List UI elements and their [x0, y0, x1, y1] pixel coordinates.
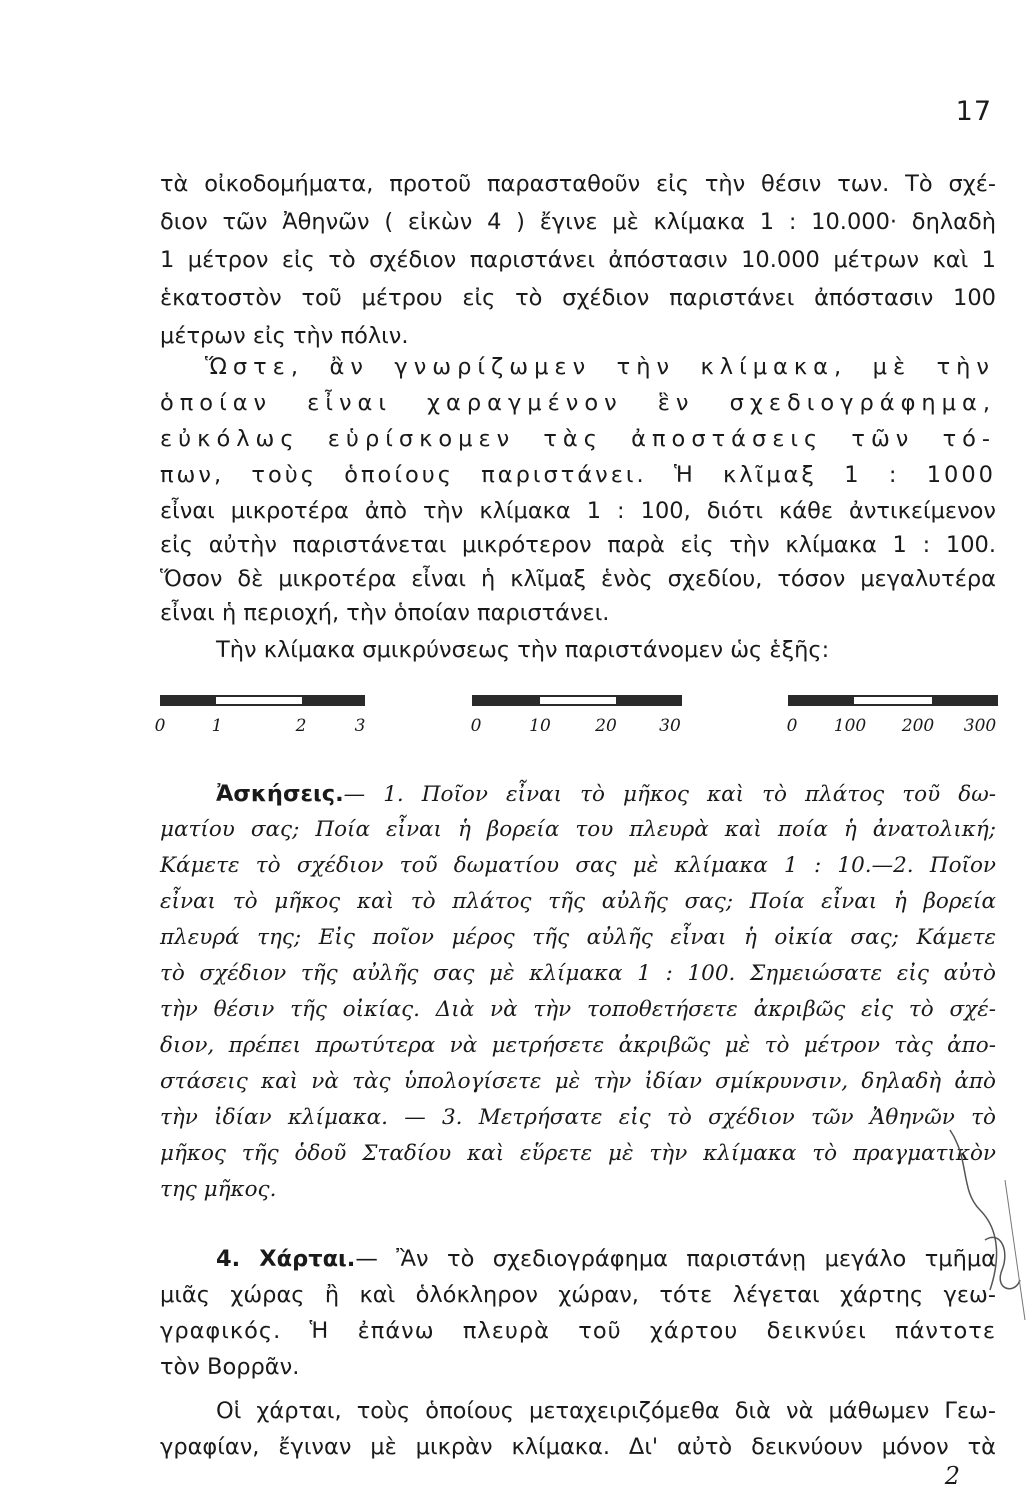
scale-tick-label: 100	[833, 716, 867, 736]
paragraph-1-line: ἑκατοστὸν τοῦ μέτρου εἰς τὸ σχέδιον παριστάνει ἀπόστασιν 100	[160, 285, 996, 311]
scale-bar-tens	[470, 694, 682, 736]
exercises-first-line	[216, 775, 996, 814]
section-4-line: τὸν Βορρᾶν.	[160, 1354, 300, 1380]
paragraph-2-line: εἶναι μικροτέρα ἀπὸ τὴν κλίμακα 1 : 100, διότι κάθε ἀντικείμενον	[160, 498, 996, 524]
scale-segment-filled	[472, 695, 540, 706]
exercise-line: στάσεις καὶ νὰ τὰς ὑπολογίσετε μὲ τὴν ἰδίαν σμίκρυνσιν, δηλαδὴ ἀπὸ	[160, 1069, 996, 1094]
exercise-text: — 1. Ποῖον εἶναι τὸ μῆκος καὶ τὸ πλάτος τοῦ δω-	[343, 782, 996, 807]
scale-tick-label: 30	[659, 716, 681, 736]
exercise-line: μῆκος τῆς ὁδοῦ Σταδίου καὶ εὕρετε μὲ τὴν κλίμακα τὸ πραγματικὸν	[160, 1141, 996, 1166]
scale-segment-filled	[932, 695, 998, 706]
scale-segment-open	[216, 695, 302, 706]
section-4-first-line	[216, 1240, 996, 1278]
paragraph-1-line: διον τῶν Ἀθηνῶν ( εἰκὼν 4 ) ἔγινε μὲ κλίμακα 1 : 10.000· δηλαδὴ	[160, 209, 996, 235]
scale-segment-filled	[160, 695, 216, 706]
exercise-line: τὸ σχέδιον τῆς αὐλῆς σας μὲ κλίμακα 1 : 100. Σημειώσατε εἰς αὐτὸ	[160, 961, 996, 986]
paragraph-2-line: Ὥστε, ἂν γνωρίζωμεν τὴν κλίμακα, μὲ τὴν	[205, 354, 995, 380]
exercise-line: τὴν ἰδίαν κλίμακα. — 3. Μετρήσατε εἰς τὸ σχέδιον τῶν Ἀθηνῶν τὸ	[160, 1105, 996, 1130]
paragraph-2-line: εἶναι ἡ περιοχή, τὴν ὁποίαν παριστάνει.	[160, 600, 610, 626]
scale-segment-filled	[616, 695, 682, 706]
scale-tick-label: 1	[211, 716, 223, 736]
scale-tick-label: 300	[963, 716, 997, 736]
scale-tick-label: 3	[354, 716, 366, 736]
paragraph-1-line: 1 μέτρον εἰς τὸ σχέδιον παριστάνει ἀπόστασιν 10.000 μέτρων καὶ 1	[160, 247, 996, 273]
paragraph-2-line: εἰς αὐτὴν παριστάνεται μικρότερον παρὰ εἰς τὴν κλίμακα 1 : 100.	[160, 532, 996, 558]
scale-tick-label: 0	[786, 716, 798, 736]
scale-tick-label: 2	[295, 716, 307, 736]
scale-bar-units	[154, 694, 366, 736]
exercise-line: τὴν θέσιν τῆς οἰκίας. Διὰ νὰ τὴν τοποθετήσετε ἀκριβῶς εἰς τὸ σχέ-	[160, 997, 996, 1022]
scale-tick-label: 200	[901, 716, 935, 736]
scale-tick-label: 10	[529, 716, 551, 736]
exercise-line: ματίου σας; Ποία εἶναι ἡ βορεία του πλευρὰ καὶ ποία ἡ ἀνατολική;	[160, 817, 996, 842]
paragraph-2-line: Ὅσον δὲ μικροτέρα εἶναι ἡ κλῖμαξ ἑνὸς σχεδίου, τόσον μεγαλυτέρα	[160, 566, 996, 592]
scale-tick-label: 20	[595, 716, 617, 736]
scale-tick-label: 0	[470, 716, 482, 736]
paragraph-2-line: ὁποίαν εἶναι χαραγμένον ἓν σχεδιογράφημα,	[160, 390, 996, 416]
paragraph-1-line: μέτρων εἰς τὴν πόλιν.	[160, 323, 409, 349]
signature-mark: 2	[944, 1462, 960, 1490]
exercise-line: της μῆκος.	[160, 1177, 277, 1202]
page-number: 17	[955, 96, 992, 127]
exercise-line: εἶναι τὸ μῆκος καὶ τὸ πλάτος τῆς αὐλῆς σας; Ποία εἶναι ἡ βορεία	[160, 889, 996, 914]
exercise-line: Κάμετε τὸ σχέδιον τοῦ δωματίου σας μὲ κλίμακα 1 : 10.—2. Ποῖον	[160, 853, 996, 878]
scale-segment-filled	[302, 695, 365, 706]
pencil-scribble-icon	[930, 1120, 1030, 1330]
paragraph-1-line: τὰ οἰκοδομήματα, προτοῦ παρασταθοῦν εἰς τὴν θέσιν των. Τὸ σχέ-	[160, 171, 996, 197]
paragraph-2-line: πων, τοὺς ὁποίους παριστάνει. Ἡ κλῖμαξ 1 : 1000	[160, 462, 996, 488]
scale-tick-label: 0	[154, 716, 166, 736]
scale-segment-open	[540, 695, 616, 706]
section-4-heading: 4. Χάρται.	[216, 1246, 356, 1272]
scale-intro: Τὴν κλίμακα σμικρύνσεως τὴν παριστάνομεν ὡς ἑξῆς:	[216, 637, 830, 663]
exercise-line: διον, πρέπει πρωτύτερα νὰ μετρήσετε ἀκριβῶς μὲ τὸ μέτρον τὰς ἀπο-	[160, 1033, 996, 1058]
section-4-line: γραφίαν, ἔγιναν μὲ μικρὰν κλίμακα. Δι' αὐτὸ δεικνύουν μόνον τὰ	[160, 1434, 996, 1460]
scale-bar-hundreds	[786, 694, 998, 736]
exercise-line: πλευρά της; Εἰς ποῖον μέρος τῆς αὐλῆς εἶναι ἡ οἰκία σας; Κάμετε	[160, 925, 996, 950]
scale-segment-open	[854, 695, 932, 706]
section-4-text: — Ἂν τὸ σχεδιογράφημα παριστάνῃ μεγάλο τμῆμα	[355, 1246, 996, 1272]
section-4-line: γραφικός. Ἡ ἐπάνω πλευρὰ τοῦ χάρτου δεικνύει πάντοτε	[160, 1318, 996, 1344]
section-4-line: μιᾶς χώρας ἢ καὶ ὁλόκληρον χώραν, τότε λέγεται χάρτης γεω-	[160, 1282, 996, 1308]
paragraph-2-line: εὐκόλως εὑρίσκομεν τὰς ἀποστάσεις τῶν τό-	[160, 426, 996, 452]
exercises-heading: Ἀσκήσεις.	[216, 781, 344, 807]
scale-segment-filled	[788, 695, 854, 706]
section-4-line: Οἱ χάρται, τοὺς ὁποίους μεταχειριζόμεθα διὰ νὰ μάθωμεν Γεω-	[216, 1398, 996, 1424]
